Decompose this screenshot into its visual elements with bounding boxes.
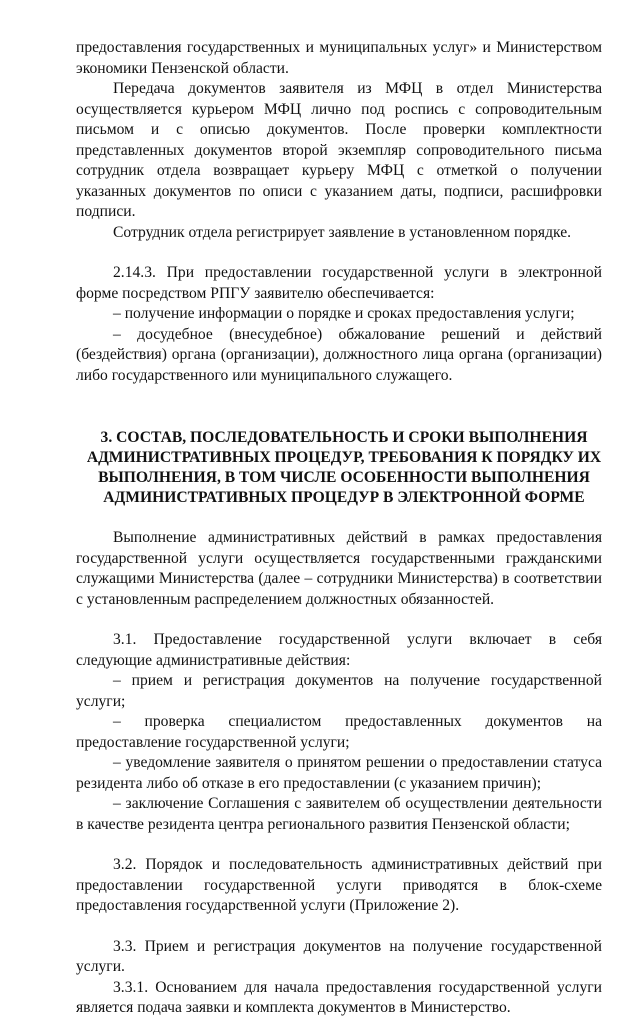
spacer bbox=[76, 508, 602, 528]
section-3-3-paragraph: 3.3. Прием и регистрация документов на получение государственной услуги. bbox=[76, 937, 602, 975]
section-3-1-paragraph: 3.1. Предоставление государственной услуги включает в себя следующие административные действия: bbox=[76, 631, 602, 669]
section-3-3-1-paragraph: 3.3.1. Основанием для начала предоставления государственной услуги является подача заявки и комплекта документов в Министерство. bbox=[76, 978, 602, 1016]
section-3-1-item-2: – проверка специалистом предоставленных документов на предоставление государственной услуги; bbox=[76, 713, 602, 751]
section-3-2-paragraph: 3.2. Порядок и последовательность административных действий при предоставлении государственной услуги приводятся в блок-схеме предоставления государственной услуги (Приложение 2). bbox=[76, 856, 602, 914]
section-2-14-3-item-1: – получение информации о порядке и сроках предоставления услуги; bbox=[113, 305, 575, 322]
section-3-1-item-1: – прием и регистрация документов на получение государственной услуги; bbox=[76, 672, 602, 710]
spacer bbox=[76, 835, 602, 855]
section-3-heading: 3. СОСТАВ, ПОСЛЕДОВАТЕЛЬНОСТЬ И СРОКИ ВЫПОЛНЕНИЯ АДМИНИСТРАТИВНЫХ ПРОЦЕДУР, ТРЕБОВАНИЯ К ПОРЯДКУ ИХ ВЫПОЛНЕНИЯ, В ТОМ ЧИСЛЕ ОСОБЕННОСТИ ВЫПОЛНЕНИЯ АДМИНИСТРАТИВНЫХ ПРОЦЕДУР В ЭЛЕКТРОННОЙ ФОРМЕ bbox=[86, 429, 602, 506]
spacer bbox=[76, 610, 602, 630]
spacer bbox=[76, 386, 602, 428]
section-3-1-item-3: – уведомление заявителя о принятом решении о предоставлении статуса резидента либо об отказе в его предоставлении (с указанием причин); bbox=[76, 754, 602, 792]
section-3-1-item-4: – заключение Соглашения с заявителем об осуществлении деятельности в качестве резидента центра регионального развития Пензенской области; bbox=[76, 795, 602, 833]
intro-paragraph-2: Передача документов заявителя из МФЦ в отдел Министерства осуществляется курьером МФЦ лично под роспись с сопроводительным письмом и с описью документов. После проверки комплектности представленных документов второй экземпляр сопроводительного письма сотрудник отдела возвращает курьеру МФЦ с отметкой о получении указанных документов по описи с указанием даты, подписи, расшифровки подписи. bbox=[76, 80, 602, 220]
section-3-intro: Выполнение административных действий в рамках предоставления государственной услуги осуществляется государственными гражданскими служащими Министерства (далее – сотрудники Министерства) в соответствии с установленным распределением должностных обязанностей. bbox=[76, 529, 602, 608]
intro-paragraph-3: Сотрудник отдела регистрирует заявление в установленном порядке. bbox=[113, 223, 572, 241]
section-2-14-3-item-2: – досудебное (внесудебное) обжалование решений и действий (бездействия) органа (организации), должностного лица органа (организации) либо государственного или муниципального служащего. bbox=[76, 325, 602, 384]
spacer bbox=[76, 917, 602, 937]
section-2-14-3-paragraph: 2.14.3. При предоставлении государственной услуги в электронной форме посредством РПГУ заявителю обеспечивается: bbox=[76, 264, 602, 302]
intro-paragraph-1: предоставления государственных и муниципальных услуг» и Министерством экономики Пензенской области. bbox=[76, 39, 602, 77]
spacer bbox=[76, 243, 602, 263]
